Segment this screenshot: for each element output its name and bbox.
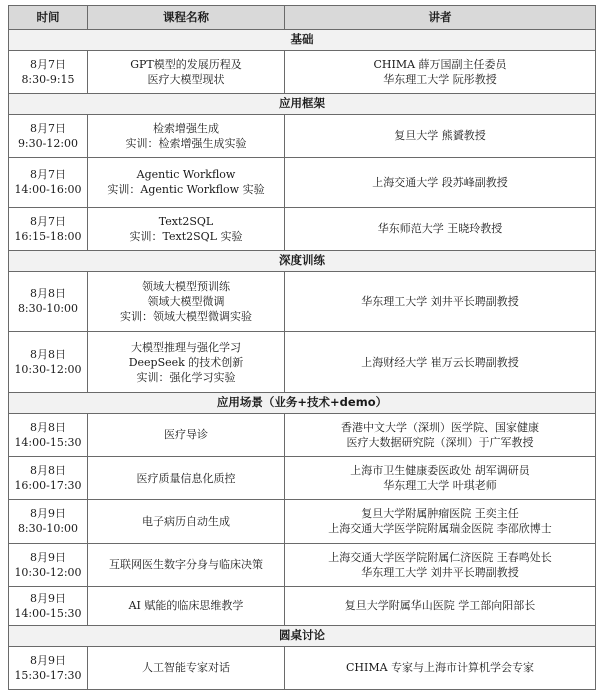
course-line: 电子病历自动生成 (142, 514, 230, 528)
time-range: 8:30-10:00 (17, 302, 79, 316)
course-line: 互联网医生数字分身与临床决策 (109, 558, 263, 572)
speaker-cell (285, 413, 596, 456)
speaker-cell (285, 646, 596, 689)
speaker-line: 上海交通大学医学院附属瑞金医院 李邵欣博士 (328, 522, 552, 536)
date: 8月7日 (30, 214, 66, 228)
course-line: 实训：检索增强生成实验 (125, 136, 247, 150)
time-range: 14:00-15:30 (14, 606, 82, 620)
course-line: 医疗大模型现状 (147, 72, 225, 86)
table-row (9, 207, 596, 250)
course-cell (88, 157, 285, 207)
course-line: 大模型推理与强化学习 (131, 340, 241, 354)
time-range: 10:30-12:00 (14, 363, 82, 377)
speaker-line: 上海交通大学 段苏峰副教授 (372, 175, 508, 189)
table-row (9, 543, 596, 586)
course-line: 医疗质量信息化质控 (136, 471, 236, 485)
section-row (9, 30, 596, 51)
time-cell (9, 413, 88, 456)
course-cell (88, 456, 285, 499)
time-range: 9:30-12:00 (17, 136, 79, 150)
speaker-cell (285, 114, 596, 157)
course-cell (88, 413, 285, 456)
section-row (9, 93, 596, 114)
course-line: 领域大模型预训练 (142, 279, 230, 293)
speaker-line: 复旦大学附属肿瘤医院 王奕主任 (361, 507, 519, 521)
section-basic: 基础 (9, 30, 596, 51)
course-line: 实训：强化学习实验 (136, 370, 236, 384)
course-line: 实训：领域大模型微调实验 (120, 309, 252, 323)
speaker-cell (285, 50, 596, 93)
date: 8月8日 (30, 420, 66, 434)
course-cell (88, 586, 285, 625)
time-cell (9, 157, 88, 207)
time-cell (9, 207, 88, 250)
course-line: 实训：Agentic Workflow 实验 (107, 183, 265, 197)
speaker-line: 香港中文大学（深圳）医学院、国家健康 (341, 420, 539, 434)
table-row (9, 50, 596, 93)
time-cell (9, 50, 88, 93)
speaker-line: 华东理工大学 刘井平长聘副教授 (361, 565, 519, 579)
date: 8月8日 (30, 464, 66, 478)
speaker-cell (285, 157, 596, 207)
table-row (9, 157, 596, 207)
course-line: 检索增强生成 (153, 121, 219, 135)
table-row (9, 456, 596, 499)
course-line: 医疗导诊 (164, 428, 208, 442)
time-range: 14:00-16:00 (14, 183, 82, 197)
date: 8月9日 (30, 507, 66, 521)
date: 8月7日 (30, 57, 66, 71)
time-cell (9, 332, 88, 393)
table-row (9, 413, 596, 456)
date: 8月9日 (30, 591, 66, 605)
date: 8月8日 (30, 348, 66, 362)
speaker-cell (285, 271, 596, 332)
date: 8月7日 (30, 121, 66, 135)
time-cell (9, 456, 88, 499)
course-cell (88, 332, 285, 393)
speaker-cell (285, 500, 596, 543)
course-line: 人工智能专家对话 (142, 661, 230, 675)
course-line: GPT模型的发展历程及 (130, 57, 242, 71)
course-cell (88, 114, 285, 157)
course-line: DeepSeek 的技术创新 (128, 355, 244, 369)
time-cell (9, 271, 88, 332)
table-row (9, 271, 596, 332)
table-row (9, 114, 596, 157)
time-range: 10:30-12:00 (14, 565, 82, 579)
date: 8月7日 (30, 168, 66, 182)
speaker-line: 华东理工大学 刘井平长聘副教授 (361, 294, 519, 308)
speaker-line: 复旦大学 熊贇教授 (394, 129, 486, 143)
speaker-cell (285, 207, 596, 250)
speaker-cell (285, 586, 596, 625)
course-cell (88, 50, 285, 93)
header-row (9, 6, 596, 30)
course-cell (88, 500, 285, 543)
speaker-line: 医疗大数据研究院（深圳）于广军教授 (346, 435, 534, 449)
section-framework: 应用框架 (9, 93, 596, 114)
course-cell (88, 646, 285, 689)
date: 8月8日 (30, 287, 66, 301)
speaker-line: 上海财经大学 崔万云长聘副教授 (361, 355, 519, 369)
speaker-line: CHIMA 专家与上海市计算机学会专家 (345, 661, 535, 675)
schedule-table (8, 5, 596, 690)
speaker-line: 华东理工大学 阮彤教授 (383, 72, 497, 86)
speaker-line: 上海市卫生健康委医政处 胡军调研员 (350, 464, 530, 478)
course-line: Text2SQL (158, 214, 214, 228)
time-range: 8:30-9:15 (21, 72, 75, 86)
speaker-cell (285, 456, 596, 499)
time-range: 14:00-15:30 (14, 435, 82, 449)
time-range: 15:30-17:30 (14, 668, 82, 682)
table-row (9, 500, 596, 543)
course-line: 领域大模型微调 (147, 294, 225, 308)
course-line: 实训：Text2SQL 实验 (129, 229, 243, 243)
header-time: 时间 (9, 6, 88, 30)
section-deep: 深度训练 (9, 251, 596, 272)
time-cell (9, 586, 88, 625)
speaker-cell (285, 332, 596, 393)
section-row (9, 392, 596, 413)
time-cell (9, 646, 88, 689)
speaker-line: 上海交通大学医学院附属仁济医院 王春鸣处长 (328, 550, 552, 564)
time-range: 16:00-17:30 (14, 479, 82, 493)
speaker-line: 华东师范大学 王晓玲教授 (377, 222, 503, 236)
speaker-line: 复旦大学附属华山医院 学工部向阳部长 (344, 599, 536, 613)
time-cell (9, 543, 88, 586)
course-line: AI 赋能的临床思维教学 (128, 599, 244, 613)
section-row (9, 251, 596, 272)
course-line: Agentic Workflow (136, 168, 236, 182)
section-roundtable: 圆桌讨论 (9, 625, 596, 646)
header-course: 课程名称 (88, 6, 285, 30)
section-scenario: 应用场景（业务+技术+demo） (9, 392, 596, 413)
time-range: 8:30-10:00 (17, 522, 79, 536)
section-row (9, 625, 596, 646)
speaker-line: CHIMA 薛万国副主任委员 (373, 57, 507, 71)
speaker-line: 华东理工大学 叶琪老师 (383, 479, 497, 493)
course-cell (88, 271, 285, 332)
time-range: 16:15-18:00 (14, 229, 82, 243)
time-cell (9, 114, 88, 157)
table-row (9, 646, 596, 689)
table-row (9, 586, 596, 625)
table-row (9, 332, 596, 393)
header-speaker: 讲者 (285, 6, 596, 30)
date: 8月9日 (30, 653, 66, 667)
speaker-cell (285, 543, 596, 586)
course-cell (88, 207, 285, 250)
course-cell (88, 543, 285, 586)
time-cell (9, 500, 88, 543)
date: 8月9日 (30, 550, 66, 564)
